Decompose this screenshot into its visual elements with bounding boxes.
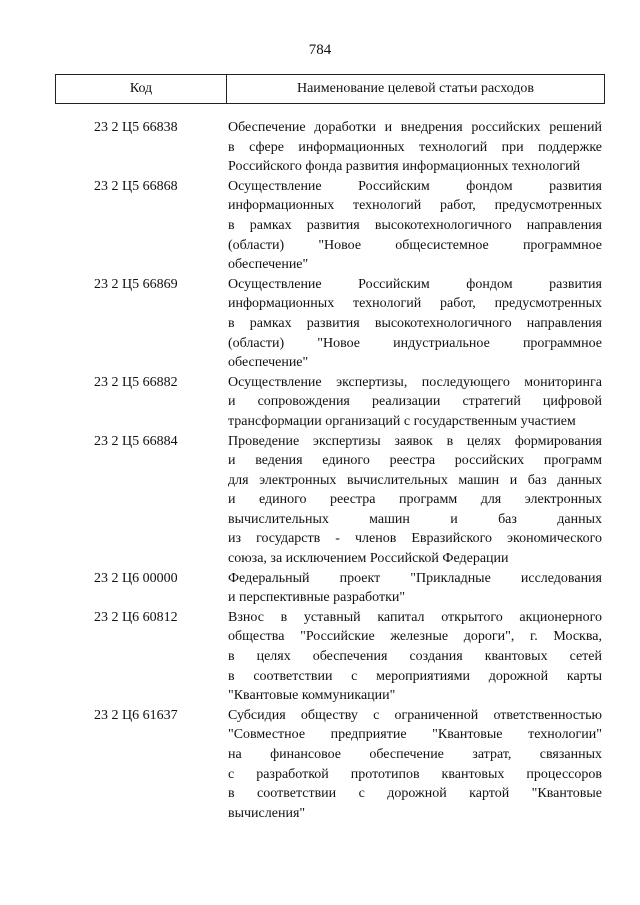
row-name-line: союза, за исключением Российской Федерации — [228, 551, 509, 567]
table-row — [0, 706, 640, 824]
row-name-line: и сопровождения реализации стратегий цифровой — [228, 394, 602, 410]
table-row — [0, 432, 640, 569]
header-code: Код — [56, 75, 227, 103]
row-name-line: на финансовое обеспечение затрат, связанных — [228, 747, 602, 762]
row-name-line: обеспечение" — [228, 355, 309, 371]
row-code: 23 2 Ц5 66838 — [94, 120, 178, 135]
row-name — [228, 177, 602, 275]
table-row — [0, 118, 640, 177]
row-name-line: информационных технологий работ, предусмотренных — [228, 198, 602, 214]
table-header — [55, 74, 605, 104]
row-name-line: Обеспечение доработки и внедрения российских решений — [228, 120, 602, 135]
table-body — [0, 118, 640, 823]
row-name-line: Федеральный проект "Прикладные исследования — [228, 570, 602, 586]
row-code: 23 2 Ц6 60812 — [94, 609, 178, 625]
table-row — [0, 608, 640, 706]
row-name-line: информационных технологий работ, предусмотренных — [228, 296, 602, 312]
row-name-line: вычислительных машин и баз данных — [228, 511, 602, 527]
row-name-line: "Квантовые коммуникации" — [228, 688, 396, 704]
row-name-line: в целях обеспечения создания квантовых сетей — [228, 649, 602, 665]
row-name — [228, 275, 602, 373]
row-name-line: трансформации организаций с государственным участием — [228, 413, 576, 429]
table-row — [0, 373, 640, 432]
row-name-line: в рамках развития высокотехнологичного направления — [228, 217, 602, 233]
row-code: 23 2 Ц5 66884 — [94, 433, 178, 449]
row-name-line: (области) "Новое индустриальное программное — [228, 335, 602, 351]
row-name — [228, 569, 602, 608]
row-name — [228, 706, 602, 824]
row-name-line: в соответствии с мероприятиями дорожной карты — [228, 668, 602, 684]
table-row — [0, 275, 640, 373]
row-code: 23 2 Ц6 61637 — [94, 707, 178, 723]
row-name-line: "Совместное предприятие "Квантовые технологии" — [228, 727, 602, 743]
table-row — [0, 177, 640, 275]
row-name-line: в сфере информационных технологий при поддержке — [228, 139, 602, 155]
row-name-line: Российского фонда развития информационных технологий — [228, 159, 581, 175]
row-name — [228, 608, 602, 706]
row-name-line: общества "Российские железные дороги", г. Москва, — [228, 629, 602, 645]
row-name-line: с разработкой прототипов квантовых процессоров — [228, 766, 602, 782]
row-name-line: Проведение экспертизы заявок в целях формирования — [228, 433, 602, 449]
page-number: 784 — [308, 42, 332, 58]
row-name-line: Осуществление Российским фондом развития — [228, 178, 602, 194]
row-name-line: Субсидия обществу с ограниченной ответственностью — [228, 707, 602, 723]
header-name: Наименование целевой статьи расходов — [296, 81, 535, 96]
row-code: 23 2 Ц5 66882 — [94, 374, 178, 390]
row-name-line: Осуществление экспертизы, последующего мониторинга — [228, 374, 602, 390]
row-name-line: и перспективные разработки" — [228, 590, 406, 606]
row-code: 23 2 Ц5 66869 — [94, 276, 178, 292]
row-name — [228, 373, 602, 432]
row-name — [228, 432, 602, 569]
row-name-line: и ведения единого реестра российских программ — [228, 453, 602, 469]
row-name-line: Взнос в уставный капитал открытого акционерного — [228, 609, 602, 625]
row-name-line: обеспечение" — [228, 257, 309, 273]
row-name-line: в рамках развития высокотехнологичного направления — [228, 315, 602, 331]
row-code: 23 2 Ц5 66868 — [94, 178, 178, 194]
row-name-line: (области) "Новое общесистемное программное — [228, 237, 602, 253]
row-name-line: и единого реестра программ для электронных — [228, 492, 602, 508]
row-code: 23 2 Ц6 00000 — [94, 570, 178, 586]
row-name-line: для электронных вычислительных машин и баз данных — [228, 472, 602, 488]
row-name-line: Осуществление Российским фондом развития — [228, 276, 602, 292]
row-name — [228, 118, 602, 177]
table-row — [0, 569, 640, 608]
row-name-line: вычисления" — [228, 805, 306, 821]
row-name-line: в соответствии с дорожной картой "Квантовые — [228, 786, 602, 802]
row-name-line: из государств - членов Евразийского экономического — [228, 531, 602, 547]
